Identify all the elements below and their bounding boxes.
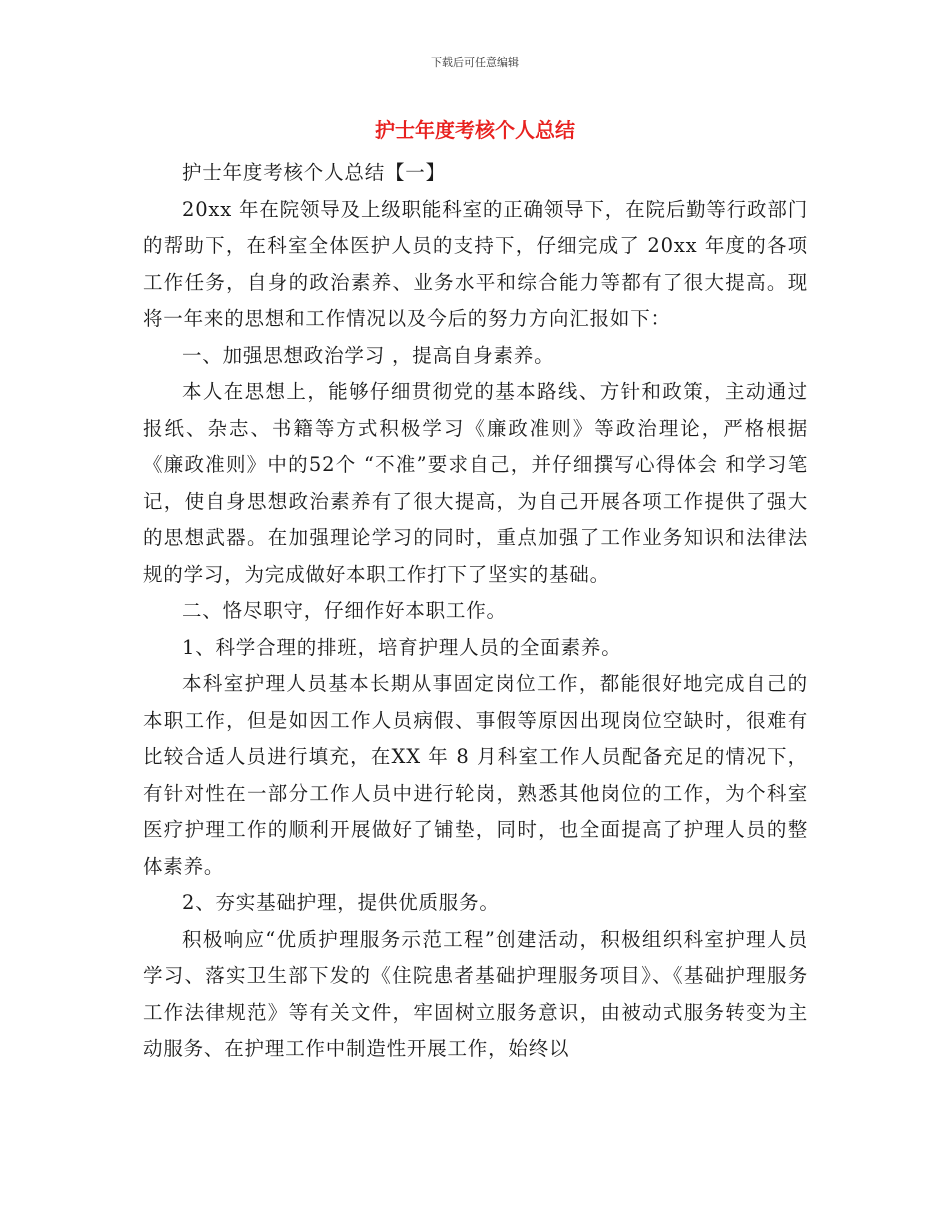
sub-heading: 2、夯实基础护理，提供优质服务。	[182, 891, 500, 914]
paragraph: 20xx 年在院领导及上级职能科室的正确领导下，在院后勤等行政部门的帮助下，在科室全体医护人员的支持下，仔细完成了 20xx 年度的各项工作任务，自身的政治素养、业务水平和综合能力等都有了很大提高。现将一年来的思想和工作情况以及今后的努力方向汇报如下：	[143, 197, 808, 330]
sub-heading: 1、科学合理的排班，培育护理人员的全面素养。	[182, 635, 622, 659]
document-body	[143, 155, 808, 1068]
section-heading: 一、加强思想政治学习 ，提高自身素养。	[182, 343, 555, 367]
header-note: 下载后可任意编辑	[431, 56, 519, 69]
paragraph: 本科室护理人员基本长期从事固定岗位工作，都能很好地完成自己的本职工作，但是如因工作人员病假、事假等原因出现岗位空缺时，很难有比较合适人员进行填充，在XX 年 8 月科室工作人员配备充足的情况下，有针对性在一部分工作人员中进行轮岗，熟悉其他岗位的工作，为个科室医疗护理工作的顺利开展做好了铺垫，同时，也全面提高了护理人员的整体素养。	[143, 672, 808, 878]
paragraph: 积极响应“优质护理服务示范工程”创建活动，积极组织科室护理人员学习、落实卫生部下发的《住院患者基础护理服务项目》、《基础护理服务工作法律规范》等有关文件，牢固树立服务意识，由被动式服务转变为主动服务、在护理工作中制造性开展工作，始终以	[143, 927, 808, 1060]
section-heading: 护士年度考核个人总结【一】	[182, 161, 446, 184]
section-heading: 二、恪尽职守，仔细作好本职工作。	[182, 599, 507, 622]
paragraph: 本人在思想上，能够仔细贯彻党的基本路线、方针和政策，主动通过报纸、杂志、书籍等方式积极学习《廉政准则》等政治理论，严格根据《廉政准则》中的52个 “不准”要求自己，并仔细撰写心得体会 和学习笔记，使自身思想政治素养有了很大提高，为自己开展各项工作提供了强大的思想武器。在加强理论学习的同时，重点加强了工作业务知识和法律法规的学习，为完成做好本职工作打下了坚实的基础。	[143, 380, 808, 586]
document-title: 护士年度考核个人总结	[375, 118, 575, 142]
